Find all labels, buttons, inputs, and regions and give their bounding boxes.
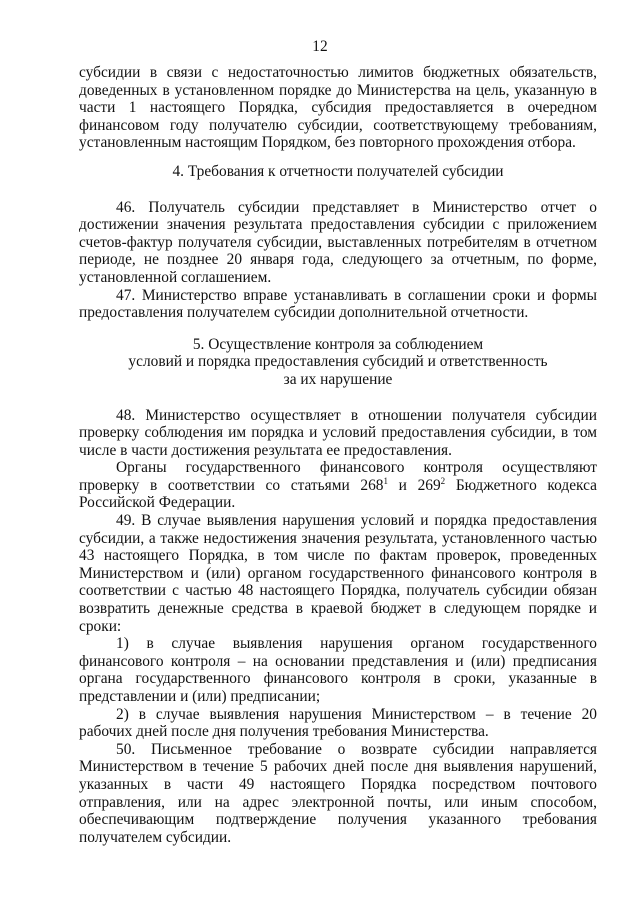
paragraph-continuation: субсидии в связи с недостаточностью лимитов бюджетных обязательств, доведенных в установленном порядке до Министерства на цель, указанную в части 1 настоящего Порядка, субсидия предоставляется в очередном финансовом году получателю субсидии, соответствующему требованиям, установленным настоящим Порядком, без повторного прохождения отбора. — [79, 64, 597, 152]
paragraph-49-item-1: 1) в случае выявления нарушения органом государственного финансового контроля – на основании представления и (или) предписания органа государственного финансового контроля в сроки, указанные в представлении и (или) предписании; — [79, 635, 597, 705]
section-heading-5-line-1: 5. Осуществление контроля за соблюдением — [192, 335, 484, 353]
paragraph-46: 46. Получатель субсидии представляет в Министерство отчет о достижении значения результата предоставления субсидии с приложением счетов-фактур получателя субсидии, выставленных потребителям в отчетном периоде, не позднее 20 января года, следующего за отчетным, по форме, установленной соглашением. — [79, 198, 597, 286]
organs-text-part-2: и 269 — [387, 476, 441, 494]
paragraph-organs-control — [79, 459, 597, 512]
superscript-2: 2 — [440, 475, 446, 486]
organs-text-part-1: Органы государственного финансового контроля осуществляют проверку в соответствии со статьями 268 — [79, 459, 597, 494]
section-heading-5-line-3: за их нарушение — [283, 370, 393, 388]
paragraph-49: 49. В случае выявления нарушения условий и порядка предоставления субсидии, а также недостижения значения результата, установленного частью 43 настоящего Порядка, в том числе по фактам проверок, проведенных Министерством и (или) органом государственного финансового контроля в соответствии с частью 48 настоящего Порядка, получатель субсидии обязан возвратить денежные средства в краевой бюджет в следующем порядке и сроки: — [79, 512, 597, 635]
section-heading-5 — [79, 336, 597, 389]
paragraph-47: 47. Министерство вправе устанавливать в соглашении сроки и формы предоставления получателем субсидии дополнительной отчетности. — [79, 286, 597, 322]
paragraph-50: 50. Письменное требование о возврате субсидии направляется Министерством в течение 5 рабочих дней после дня выявления нарушений, указанных в части 49 настоящего Порядка посредством почтового отправления, или на адрес электронной почты, или иным способом, обеспечивающим подтверждение получения указанного требования получателем субсидии. — [79, 740, 597, 846]
paragraph-48: 48. Министерство осуществляет в отношении получателя субсидии проверку соблюдения им порядка и условий предоставления субсидии, в том числе в части достижения результата ее предоставления. — [79, 406, 597, 459]
document-body — [79, 64, 597, 846]
superscript-1: 1 — [383, 475, 388, 486]
page-number: 12 — [312, 38, 328, 55]
section-heading-4: 4. Требования к отчетности получателей субсидии — [172, 162, 504, 180]
section-heading-5-line-2: условий и порядка предоставления субсидий и ответственность — [128, 353, 548, 371]
paragraph-49-item-2: 2) в случае выявления нарушения Министерством – в течение 20 рабочих дней после дня получения требования Министерства. — [79, 705, 597, 741]
organs-text-part-3: Бюджетного кодекса Российской Федерации. — [79, 476, 597, 512]
